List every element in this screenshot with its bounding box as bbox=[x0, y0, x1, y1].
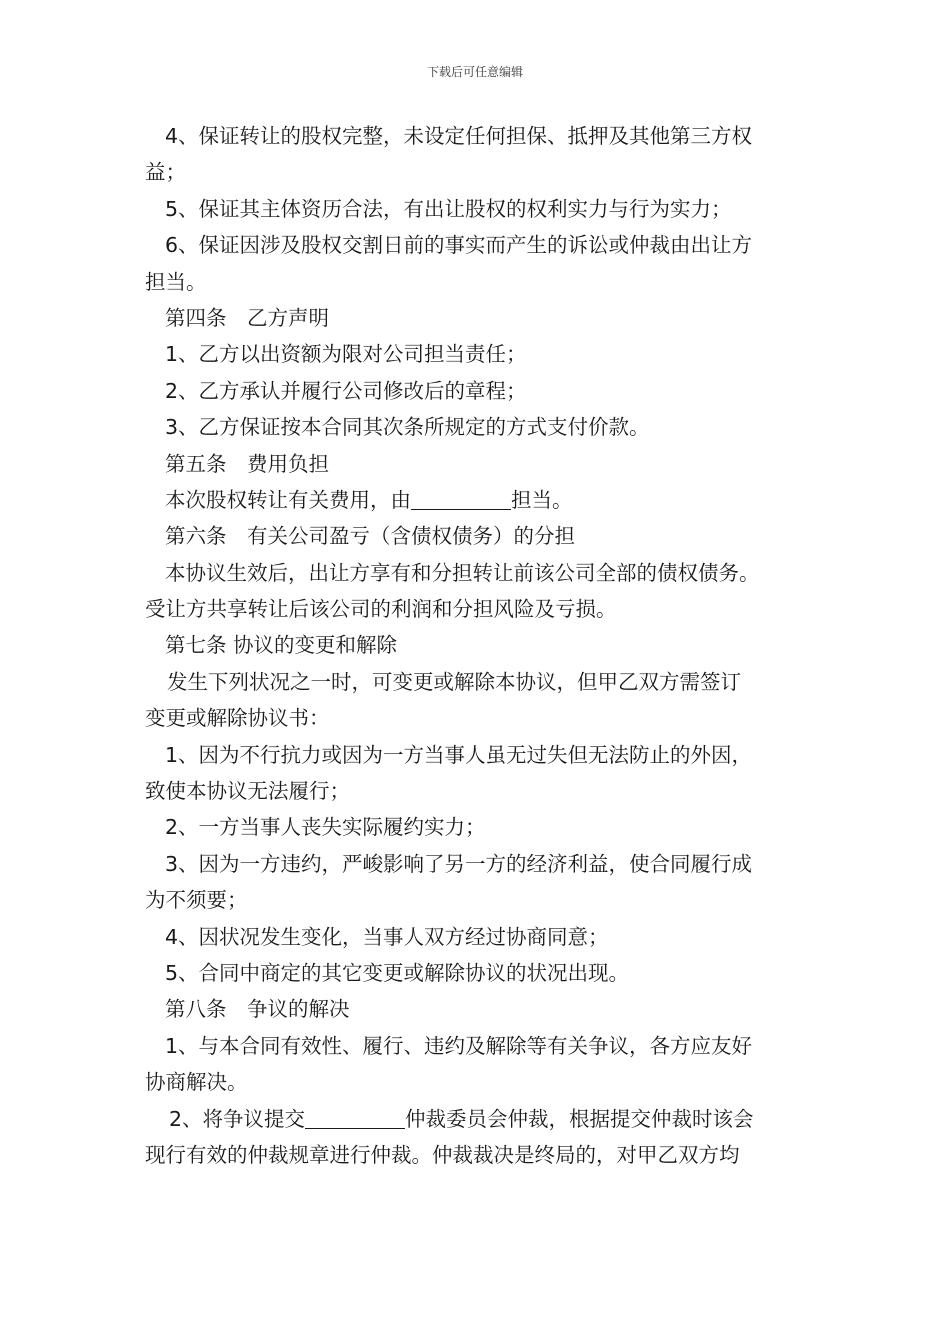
paragraph-line: 为不须要； bbox=[145, 888, 248, 913]
paragraph-line: 担当。 bbox=[145, 269, 207, 294]
document-body bbox=[145, 118, 810, 1173]
paragraph-line: 受让方共享转让后该公司的利润和分担风险及亏损。 bbox=[145, 597, 617, 622]
paragraph-line: 5、保证其主体资历合法，有出让股权的权利实力与行为实力； bbox=[165, 196, 732, 221]
paragraph-line: 现行有效的仲裁规章进行仲裁。仲裁裁决是终局的，对甲乙双方均 bbox=[145, 1142, 740, 1167]
paragraph-line: 致使本协议无法履行； bbox=[145, 779, 350, 804]
paragraph-line: 3、因为一方违约，严峻影响了另一方的经济利益，使合同履行成 bbox=[165, 851, 753, 876]
text-segment: 本次股权转让有关费用，由 bbox=[165, 487, 411, 512]
paragraph-line: 2、乙方承认并履行公司修改后的章程； bbox=[165, 378, 527, 403]
article-8-title: 第八条 争议的解决 bbox=[165, 997, 350, 1022]
text-segment: 仲裁委员会仲裁，根据提交仲裁时该会 bbox=[405, 1106, 754, 1131]
paragraph-line bbox=[145, 1101, 810, 1137]
article-4-title: 第四条 乙方声明 bbox=[165, 305, 329, 330]
paragraph-line bbox=[145, 482, 810, 518]
paragraph-line: 1、因为不行抗力或因为一方当事人虽无过失但无法防止的外因， bbox=[165, 742, 753, 767]
fill-in-blank[interactable] bbox=[305, 1106, 405, 1129]
paragraph-line: 5、合同中商定的其它变更或解除协议的状况出现。 bbox=[165, 960, 630, 985]
article-7-title: 第七条 协议的变更和解除 bbox=[165, 633, 398, 658]
paragraph-line: 3、乙方保证按本合同其次条所规定的方式支付价款。 bbox=[165, 415, 650, 440]
paragraph-line: 4、因状况发生变化，当事人双方经过协商同意； bbox=[165, 924, 609, 949]
text-segment: 2、将争议提交 bbox=[169, 1106, 306, 1131]
paragraph-line: 益； bbox=[145, 160, 186, 185]
article-5-title: 第五条 费用负担 bbox=[165, 451, 329, 476]
paragraph-line: 发生下列状况之一时，可变更或解除本协议，但甲乙双方需签订 bbox=[167, 669, 741, 694]
paragraph-line: 1、乙方以出资额为限对公司担当责任； bbox=[165, 342, 527, 367]
paragraph-line: 4、保证转让的股权完整，未设定任何担保、抵押及其他第三方权 bbox=[165, 124, 753, 148]
fill-in-blank[interactable] bbox=[411, 487, 511, 510]
paragraph-line: 本协议生效后，出让方享有和分担转让前该公司全部的债权债务。 bbox=[165, 560, 760, 585]
paragraph-line: 变更或解除协议书： bbox=[145, 706, 330, 731]
article-6-title: 第六条 有关公司盈亏（含债权债务）的分担 bbox=[165, 524, 575, 549]
paragraph-line: 6、保证因涉及股权交割日前的事实而产生的诉讼或仲裁由出让方 bbox=[165, 233, 753, 258]
page-header-note: 下载后可任意编辑 bbox=[426, 65, 523, 79]
paragraph-line: 1、与本合同有效性、履行、违约及解除等有关争议，各方应友好 bbox=[165, 1033, 753, 1058]
text-segment: 担当。 bbox=[511, 487, 573, 512]
paragraph-line: 协商解决。 bbox=[145, 1070, 248, 1095]
paragraph-line: 2、一方当事人丧失实际履约实力； bbox=[165, 815, 486, 840]
